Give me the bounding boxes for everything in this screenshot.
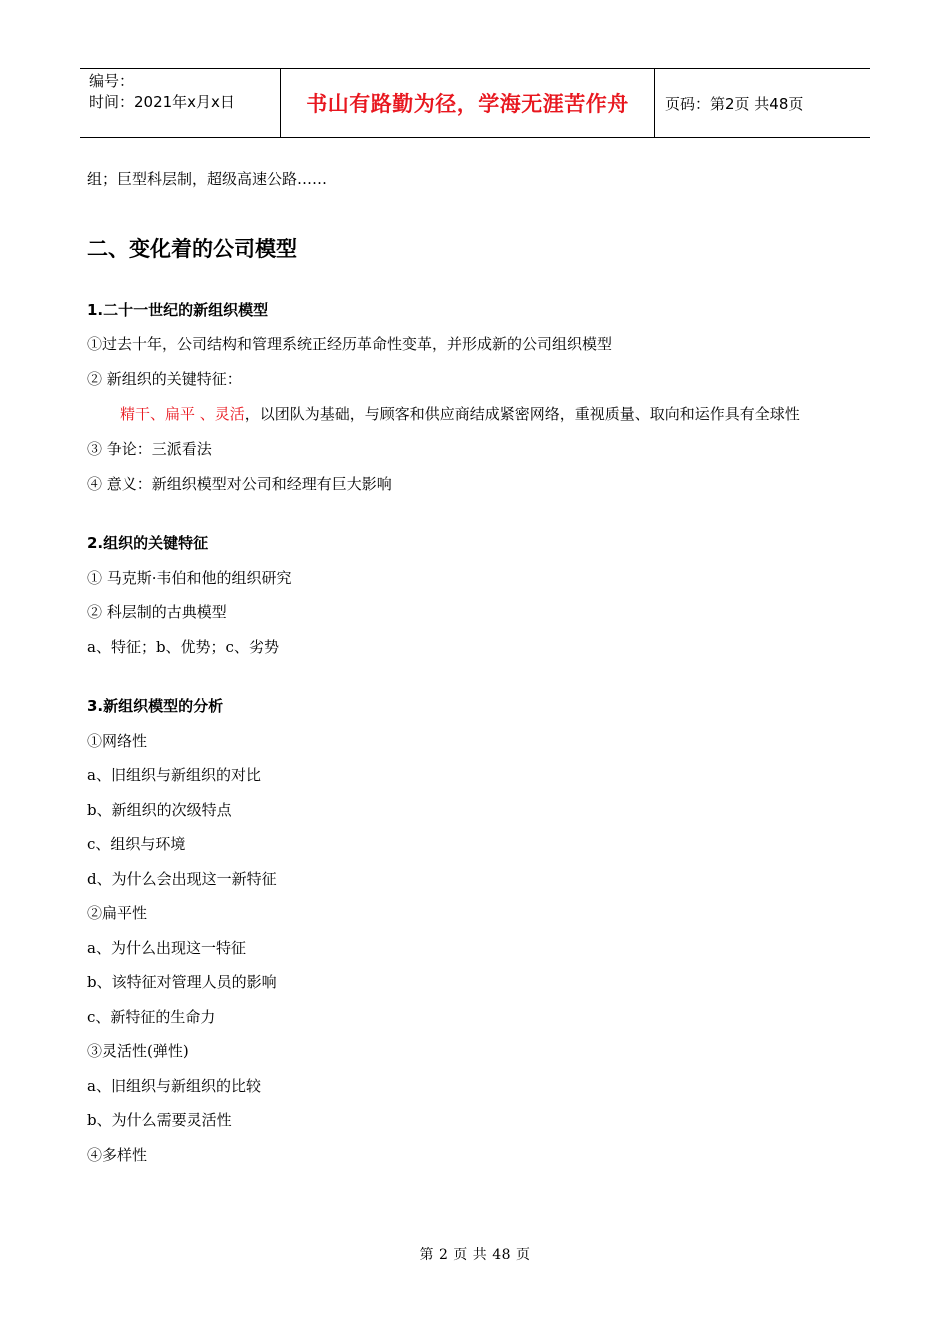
list-item: b、为什么需要灵活性 (87, 1111, 232, 1129)
continuation-text: 组；巨型科层制，超级高速公路…… (87, 170, 328, 188)
time-label: 时间：2021年x月x日 (89, 93, 235, 111)
list-item: ④多样性 (87, 1145, 148, 1164)
header-meta-cell (80, 69, 281, 137)
list-item: c、组织与环境 (87, 835, 186, 853)
list-item: b、该特征对管理人员的影响 (87, 973, 277, 991)
list-item: ④ 意义：新组织模型对公司和经理有巨大影响 (87, 474, 392, 493)
list-item: a、为什么出现这一特征 (87, 938, 246, 957)
list-item: b、新组织的次级特点 (87, 800, 232, 819)
page-header (80, 68, 870, 138)
list-item: ③灵活性(弹性) (87, 1042, 189, 1060)
subsection-title-2: 2.组织的关键特征 (87, 534, 209, 552)
key-features-highlight: 精干、扁平 、灵活 (120, 405, 245, 423)
list-item: ③ 争论：三派看法 (87, 440, 212, 458)
subsection-title-3: 3.新组织模型的分析 (87, 697, 224, 715)
list-item: a、旧组织与新组织的对比 (87, 766, 261, 784)
list-item: ②扁平性 (87, 904, 148, 922)
key-features-text: ，以团队为基础，与顾客和供应商结成紧密网络，重视质量、取向和运作具有全球性 (244, 405, 800, 423)
number-label: 编号： (89, 72, 135, 90)
header-motto-cell (281, 69, 655, 137)
list-item: a、特征；b、优势；c、劣势 (87, 637, 279, 656)
list-item: ①网络性 (87, 731, 148, 750)
key-features-paragraph (87, 396, 910, 432)
list-item: a、旧组织与新组织的比较 (87, 1076, 261, 1095)
document-body (87, 162, 877, 1172)
section-title: 二、变化着的公司模型 (87, 236, 297, 261)
subsection-title-1: 1.二十一世纪的新组织模型 (87, 300, 269, 319)
list-item: d、为什么会出现这一新特征 (87, 869, 277, 888)
page-footer: 第 2 页 共 48 页 (419, 1247, 531, 1263)
list-item: ② 科层制的古典模型 (87, 603, 227, 621)
page-info: 页码：第2页 共48页 (665, 94, 804, 113)
motto-text: 书山有路勤为径，学海无涯苦作舟 (306, 92, 629, 116)
list-item: ② 新组织的关键特征： (87, 369, 242, 388)
list-item: ①过去十年，公司结构和管理系统正经历革命性变革，并形成新的公司组织模型 (87, 335, 613, 353)
header-page-cell (655, 69, 870, 137)
list-item: ① 马克斯·韦伯和他的组织研究 (87, 568, 292, 587)
list-item: c、新特征的生命力 (87, 1007, 216, 1026)
